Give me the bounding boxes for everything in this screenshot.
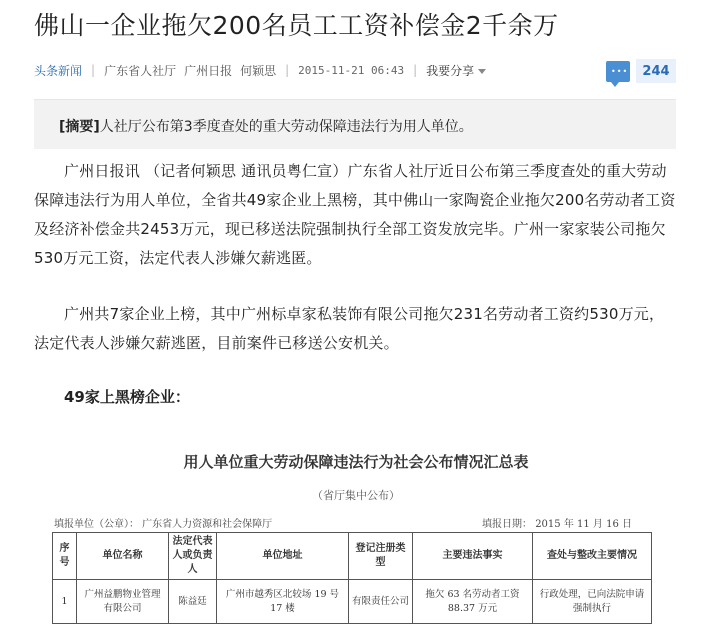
table-header-row	[53, 533, 652, 580]
column-header: 单位名称	[77, 533, 169, 580]
article-paragraph: 广州日报讯 （记者何颖思 通讯员粤仁宣）广东省人社厅近日公布第三季度查处的重大劳动保障违法行为用人单位，全省共49家企业上黑榜，其中佛山一家陶瓷企业拖欠200名劳动者工资及经济补偿金共2453万元，现已移送法院强制执行全部工资发放完毕。广州一家家装公司拖欠530万元工资，法定代表人涉嫌欠薪逃匿。	[34, 162, 676, 267]
newspaper: 广州日报	[184, 63, 233, 78]
column-header: 法定代表人或负责人	[169, 533, 217, 580]
share-menu[interactable]	[426, 62, 486, 79]
table-cell: 拖欠 63 名劳动者工资 88.37 万元	[413, 580, 533, 624]
table-subtitle: （省厅集中公布）	[312, 489, 400, 502]
column-header: 主要违法事实	[413, 533, 533, 580]
article-title: 佛山一企业拖欠200名员工工资补偿金2千余万	[34, 11, 559, 40]
publisher: 广东省人社厅	[104, 63, 177, 78]
table-cell: 广州益鹏物业管理有限公司	[77, 580, 169, 624]
meta-separator: |	[91, 63, 96, 77]
table-cell: 广州市越秀区北较场 19 号 17 楼	[217, 580, 349, 624]
summary-box	[34, 99, 676, 149]
comment-icon[interactable]: •••	[606, 61, 630, 82]
meta-separator: |	[285, 63, 290, 77]
article-paragraph: 广州共7家企业上榜，其中广州标卓家私装饰有限公司拖欠231名劳动者工资约530万元，法定代表人涉嫌欠薪逃匿，目前案件已移送公安机关。	[34, 305, 665, 352]
chevron-down-icon	[478, 69, 486, 74]
table-cell: 行政处理，已向法院申请强制执行	[533, 580, 652, 624]
meta-separator: |	[413, 63, 418, 77]
summary-text: 人社厅公布第3季度查处的重大劳动保障违法行为用人单位。	[99, 119, 473, 135]
table-cell: 陈益廷	[169, 580, 217, 624]
blacklist-table-image	[42, 440, 670, 624]
comment-widget[interactable]	[606, 59, 676, 83]
table-title: 用人单位重大劳动保障违法行为社会公布情况汇总表	[183, 453, 529, 471]
source-link[interactable]: 头条新闻	[34, 63, 83, 78]
publish-datetime: 2015-11-21 06:43	[298, 63, 405, 77]
reporting-date: 填报日期： 2015 年 11 月 16 日	[482, 519, 632, 530]
share-label: 我要分享	[426, 63, 475, 78]
blacklist-table	[52, 532, 652, 624]
column-header: 单位地址	[217, 533, 349, 580]
table-row	[53, 580, 652, 624]
column-header: 登记注册类型	[349, 533, 413, 580]
list-subheading: 49家上黑榜企业：	[64, 388, 190, 406]
article-meta	[34, 60, 676, 80]
table-cell: 有限责任公司	[349, 580, 413, 624]
comment-count[interactable]: 244	[636, 59, 676, 83]
column-header: 查处与整改主要情况	[533, 533, 652, 580]
reporting-unit: 填报单位（公章）： 广东省人力资源和社会保障厅	[54, 519, 273, 530]
author: 何颖思	[240, 63, 277, 78]
column-header: 序号	[53, 533, 77, 580]
summary-tag: [摘要]	[59, 119, 100, 135]
table-cell: 1	[53, 580, 77, 624]
